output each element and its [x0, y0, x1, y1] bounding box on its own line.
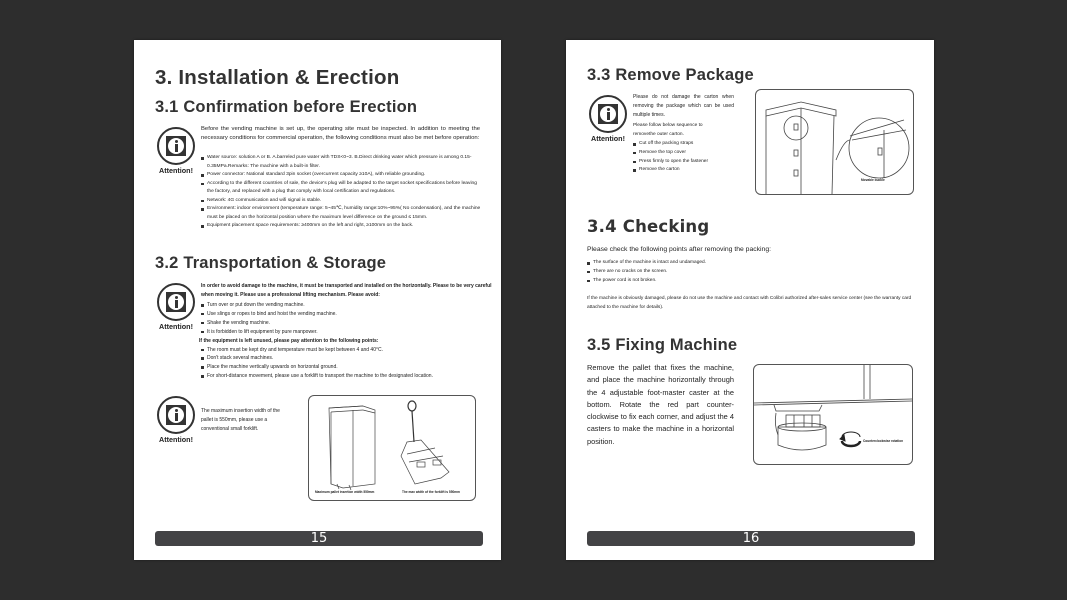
list-item: The surface of the machine is intact and undamaged.: [587, 259, 917, 268]
attention-label: Attention!: [159, 322, 193, 331]
list-item: Use slings or ropes to bind and hoist the vending machine.: [201, 310, 493, 319]
remove-steps: [633, 140, 743, 175]
info-icon: [157, 396, 195, 434]
list-item: The power cord is not broken.: [587, 277, 917, 286]
damage-note: If the machine is obviously damaged, please do not use the machine and contact with Colibri authorized after-sales service center (see the warranty card attached to the machine for details).: [587, 296, 912, 310]
caster-illustration: [754, 365, 912, 464]
list-item: Shake the vending machine.: [201, 319, 493, 328]
forklift-figure: [308, 395, 476, 501]
chapter-title: 3. Installation & Erection: [155, 66, 400, 89]
section-3-1-title: 3.1 Confirmation before Erection: [155, 98, 418, 116]
figure-caption: Movable buckle: [861, 178, 885, 182]
list-item: For short-distance movement, please use a forklift to transport the machine to the designated location.: [201, 372, 493, 381]
section-3-2-title: 3.2 Transportation & Storage: [155, 254, 387, 272]
list-item: The room must be kept dry and temperature must be kept between 4 and 40°C.: [201, 346, 493, 355]
manual-page-15: [134, 40, 501, 560]
section-3-4-title: 3.4 Checking: [587, 217, 710, 236]
list-item: Don't stack several machines.: [201, 354, 493, 363]
section-3-3-title: 3.3 Remove Package: [587, 66, 754, 84]
figure-caption: Counterclockwise rotation: [863, 439, 904, 443]
section-3-1-intro: Before the vending machine is set up, the operating site must be inspected. In addition to meeting the necessary conditions for commercial operation, the following conditions must also be met before operation:: [201, 126, 480, 141]
list-item: Place the machine vertically upwards on horizontal ground.: [201, 363, 493, 372]
section-3-3-intro: Please do not damage the carton when removing the package which can be used multiple times.: [633, 94, 734, 118]
section-3-5-title: 3.5 Fixing Machine: [587, 336, 738, 354]
list-item: According to the different countries of sale, the device's plug will be adapted to the target socket specifications before leaving the factory, and replaced with a plug that comply with local certification and regulations.: [201, 180, 481, 197]
attention-label: Attention!: [159, 435, 193, 444]
section-3-2-list: [201, 301, 493, 381]
attention-label: Attention!: [159, 166, 193, 175]
section-3-4-intro: Please check the following points after removing the packing:: [587, 246, 771, 253]
check-list: [587, 259, 917, 286]
figure-caption: Maximum pallet insertion width 550mm: [315, 490, 375, 494]
carton-illustration: [756, 90, 913, 194]
section-3-1-list: [201, 154, 481, 231]
list-item: Remove the carton: [633, 166, 743, 175]
info-icon: [589, 95, 627, 133]
list-item: Equipment placement space requirements: ≥400mm on the left and right, ≥100mm on the back.: [201, 222, 481, 231]
sequence-intro: Please follow below sequence to removethe outer carton.: [633, 123, 703, 137]
list-item: Remove the top cover: [633, 149, 743, 158]
list-item: Network: 4G communication and wifi signal is stable.: [201, 197, 481, 206]
forklift-illustration: [309, 396, 475, 500]
section-3-2-intro: In order to avoid damage to the machine, it must be transported and installed on the horizontally. Please to be very careful when moving it. Please use a professional lifting mechanism. Please avoid:: [201, 283, 492, 298]
manual-page-16: [566, 40, 934, 560]
list-item: It is forbidden to lift equipment by pure manpower.: [201, 328, 493, 337]
attention-badge: [153, 283, 199, 331]
unused-heading: If the equipment is left unused, please pay attention to the following points:: [199, 337, 379, 344]
list-item: There are no cracks on the screen.: [587, 268, 917, 277]
info-icon: [157, 127, 195, 165]
list-item: Cut off the packing straps: [633, 140, 743, 149]
figure-caption: The max width of the forklift is 550mm: [402, 490, 460, 494]
pallet-note: The maximum insertion width of the pallet is 550mm, please use a conventional small forklift.: [201, 408, 280, 432]
carton-figure: [755, 89, 914, 195]
list-item: Environment: indoor environment (temperature range: 5~45℃, humidity range:10%~95%( No condensation), and the machine must be placed on the horizontal position where the maximum level difference on the ground ≤ 15mm.: [201, 205, 481, 222]
list-item: Turn over or put down the vending machine.: [201, 301, 493, 310]
attention-label: Attention!: [591, 134, 625, 143]
list-item: Press firmly to open the fastener: [633, 158, 743, 167]
page-number-bar: 15: [155, 531, 483, 546]
attention-badge: [153, 396, 199, 444]
list-item: Power connector: National standard 3pin socket (overcurrent capacity ≥10A), with reliable grounding.: [201, 171, 481, 180]
attention-badge: [585, 95, 631, 143]
info-icon: [157, 283, 195, 321]
caster-figure: [753, 364, 913, 465]
list-item: Water source: solution A or B. A.barreled pure water with TDS<0~3. B.Direct drinking water which pressure is among 0.15-0.35MPa.Remarks: The machine with a built-in filter.: [201, 154, 481, 171]
section-3-5-text: Remove the pallet that fixes the machine, and place the machine horizontally through the 4 adjustable foot-master caster at the bottom. Rotate the red part counter-clockwise to fix each corner, and adjust the 4 casters to make the machine in a horizontal position.: [587, 363, 734, 446]
page-number-bar: 16: [587, 531, 915, 546]
attention-badge: [153, 127, 199, 175]
